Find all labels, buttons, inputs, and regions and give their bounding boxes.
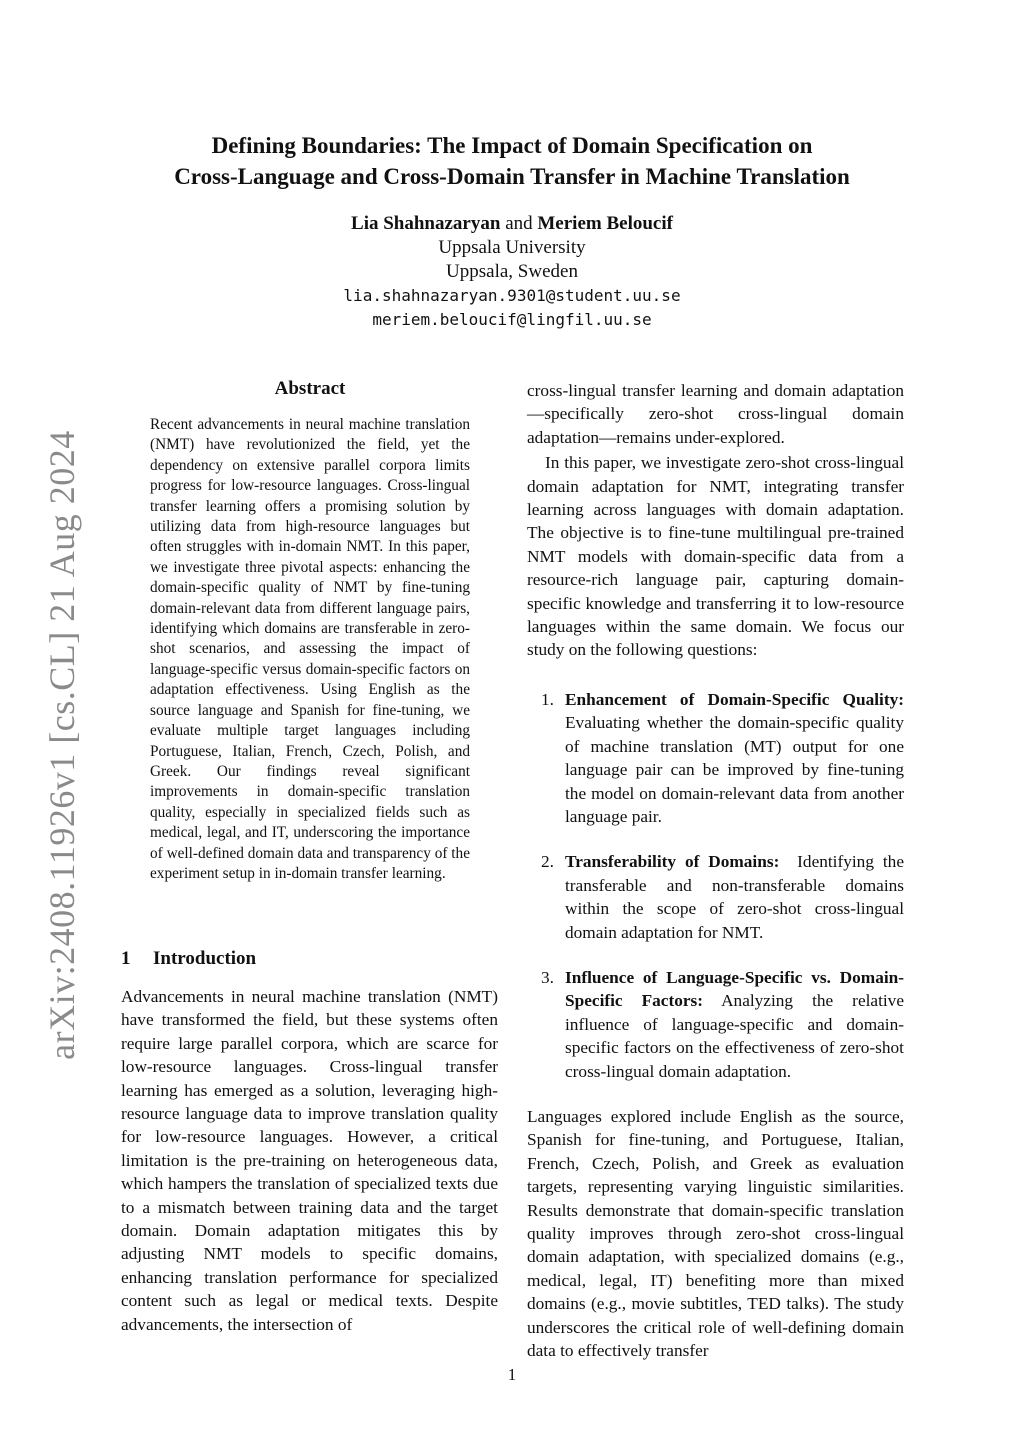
question-text: Evaluating whether the domain-specific quality of machine translation (MT) output for one language pair can be improved by fine-tuning the model on domain-relevant data from another language pair. — [565, 713, 904, 826]
question-title: Enhancement of Domain-Specific Quality: — [565, 689, 904, 709]
author-1-name: Lia Shahnazaryan — [351, 213, 501, 234]
section-number: 1 — [121, 948, 131, 969]
research-question-1 — [527, 688, 904, 828]
affiliation: Uppsala University — [438, 237, 586, 258]
question-number: 2. — [541, 852, 554, 872]
right-paragraph-3: Languages explored include English as the source, Spanish for fine-tuning, and Portuguese, Italian, French, Czech, Polish, and Greek as evaluation targets, representing varying linguistic similarities. Results demonstrate that domain-specific translation quality improves through zero-shot cross-lingual domain adaptation, with specialized domains (e.g., medical, legal, IT) benefiting more than mixed domains (e.g., movie subtitles, TED talks). The study underscores the critical role of well-defining domain data to effectively transfer — [527, 1106, 904, 1361]
research-question-3 — [527, 966, 904, 1083]
title-line-2: Cross-Language and Cross-Domain Transfer in Machine Translation — [174, 164, 850, 189]
question-text: Identifying the transferable and non-transferable domains within the scope of zero-shot cross-lingual domain adaptation for NMT. — [565, 852, 904, 942]
question-number: 3. — [541, 967, 554, 987]
email-1: lia.shahnazaryan.9301@student.uu.se — [343, 286, 681, 305]
question-title: Influence of Language-Specific vs. Domain-Specific Factors: — [565, 967, 904, 1011]
author-names — [112, 212, 912, 236]
research-question-2 — [527, 850, 904, 944]
title-line-1: Defining Boundaries: The Impact of Domain Specification on — [211, 133, 813, 158]
introduction-text: Advancements in neural machine translation (NMT) have transformed the field, but these systems often require large parallel corpora, which are scarce for low-resource languages. Cross-lingual transfer learning has emerged as a solution, leveraging high-resource language data to improve translation quality for low-resource languages. However, a critical limitation is the pre-training on heterogeneous data, which hampers the translation of specialized texts due to a mismatch between training data and the target domain. Domain adaptation mitigates this by adjusting NMT models to specific domains, enhancing translation performance for specialized content such as legal or medical texts. Despite advancements, the intersection of — [121, 987, 498, 1334]
abstract-heading: Abstract — [274, 378, 346, 399]
right-paragraph-1: cross-lingual transfer learning and domain adaptation—specifically zero-shot cross-lingual domain adaptation—remains under-explored. — [527, 381, 904, 447]
right-column — [527, 379, 904, 1362]
abstract-text: Recent advancements in neural machine translation (NMT) have revolutionized the field, yet the dependency on extensive parallel corpora limits progress for low-resource languages. Cross-lingual transfer learning offers a promising solution by utilizing data from high-resource languages but often struggles with in-domain NMT. In this paper, we investigate three pivotal aspects: enhancing the domain-specific quality of NMT by fine-tuning domain-relevant data from different language pairs, identifying which domains are transferable in zero-shot scenarios, and assessing the impact of language-specific versus domain-specific factors on adaptation effectiveness. Using English as the source language and Spanish for fine-tuning, we evaluate multiple target languages including Portuguese, Italian, French, Czech, Polish, and Greek. Our findings reveal significant improvements in domain-specific translation quality, especially in specialized fields such as medical, legal, and IT, underscoring the importance of well-defined domain data and transparency of the experiment setup in in-domain transfer learning. — [150, 416, 470, 882]
author-conjunction: and — [505, 213, 533, 234]
email-2: meriem.beloucif@lingfil.uu.se — [372, 310, 652, 329]
author-block — [112, 212, 912, 332]
question-number: 1. — [541, 689, 554, 709]
arxiv-identifier: arXiv:2408.11926v1 [cs.CL] 21 Aug 2024 — [42, 430, 82, 1060]
paper-title — [112, 130, 912, 192]
question-title: Transferability of Domains: — [565, 852, 780, 872]
section-heading-introduction — [121, 948, 256, 970]
research-questions-list — [527, 688, 904, 1083]
right-paragraph-2: In this paper, we investigate zero-shot cross-lingual domain adaptation for NMT, integrating transfer learning across languages with domain adaptation. The objective is to fine-tune multilingual pre-trained NMT models with domain-specific data from a resource-rich language pair, capturing domain-specific knowledge and transferring it to low-resource languages within the same domain. We focus our study on the following questions: — [527, 453, 904, 660]
question-text: Analyzing the relative influence of language-specific and domain-specific factors on the effectiveness of zero-shot cross-lingual domain adaptation. — [565, 991, 904, 1081]
section-title: Introduction — [153, 948, 257, 969]
page-number: 1 — [507, 1365, 517, 1384]
author-2-name: Meriem Beloucif — [537, 213, 673, 234]
location: Uppsala, Sweden — [446, 261, 578, 282]
